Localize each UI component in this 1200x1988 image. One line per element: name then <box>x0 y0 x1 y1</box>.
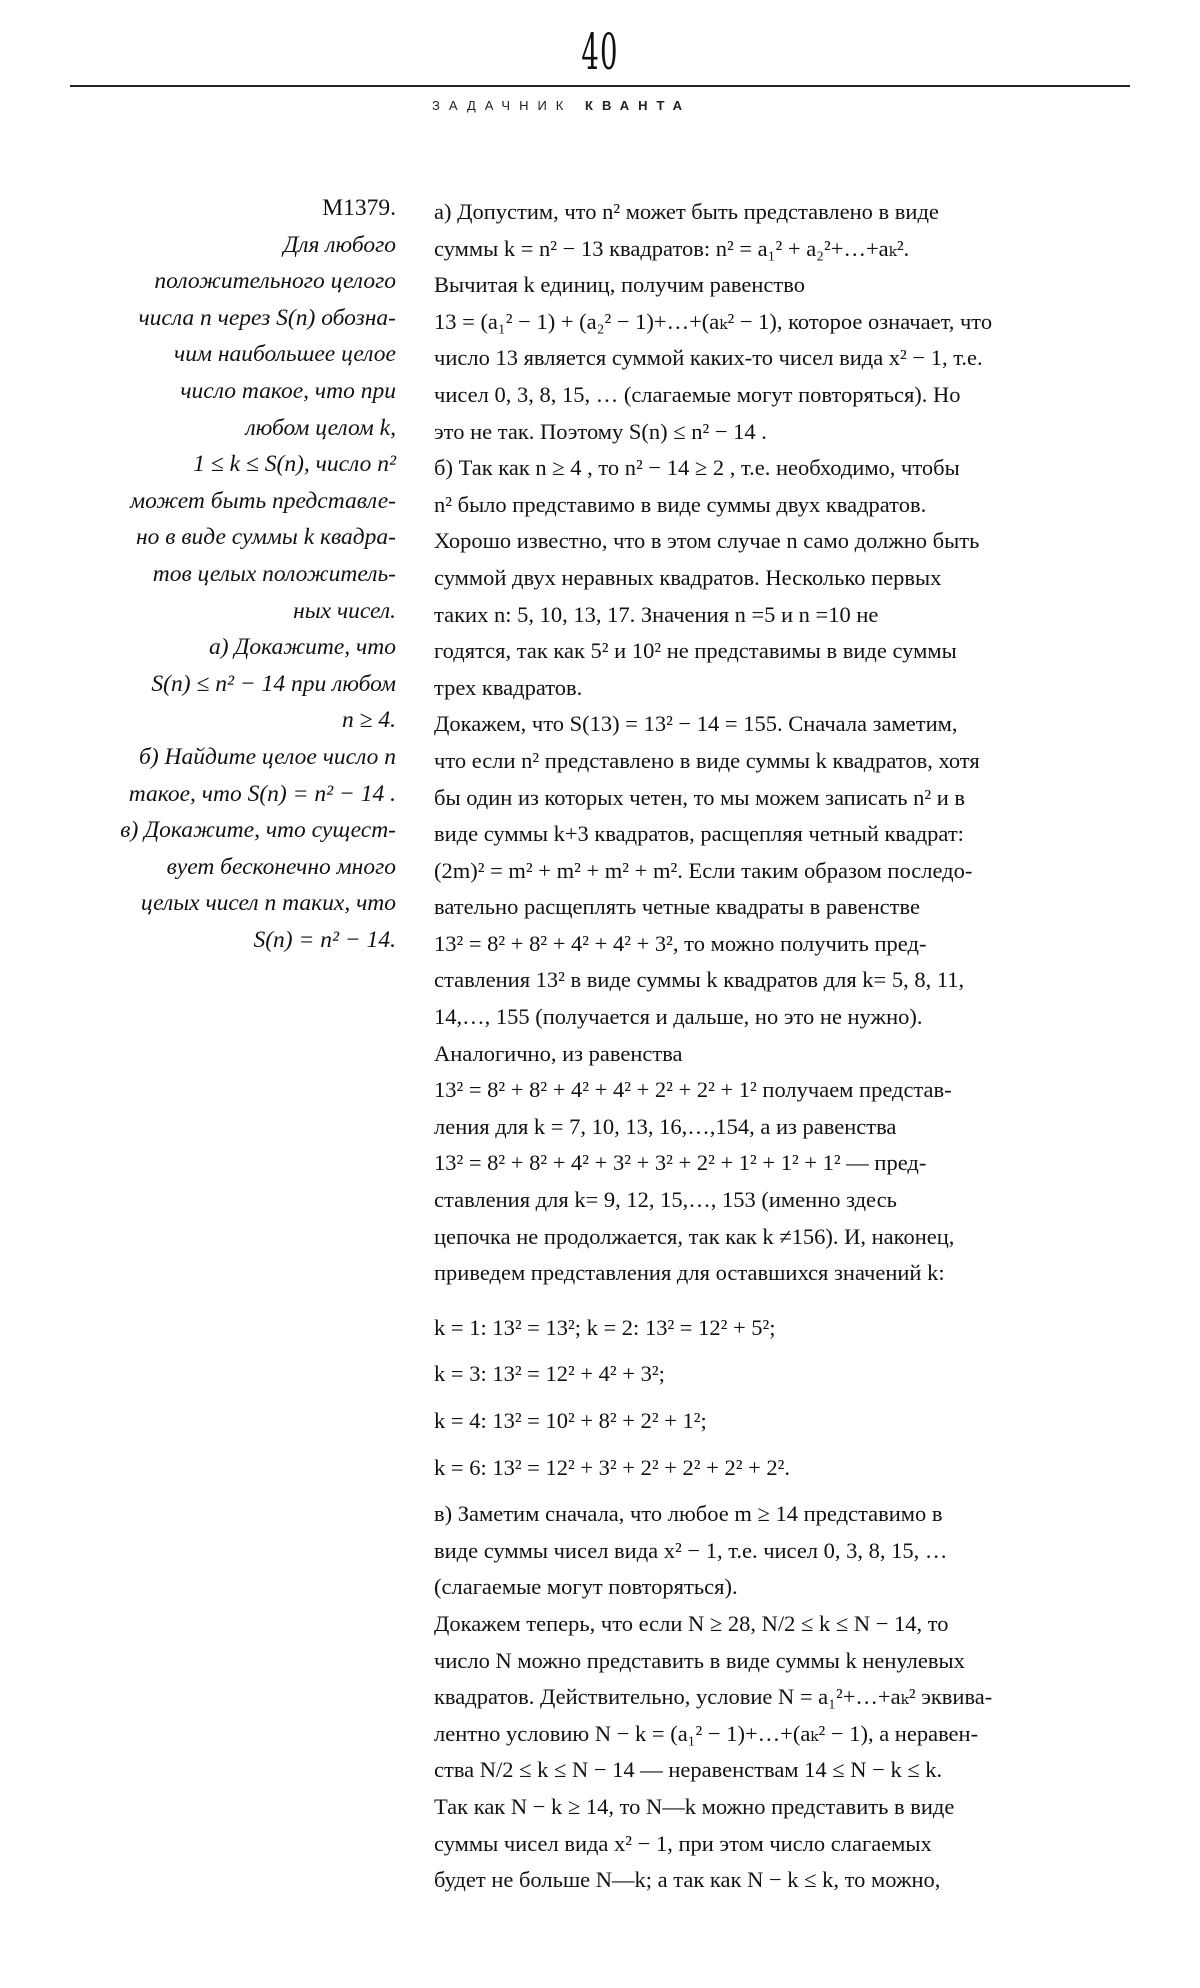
text-line: квадратов. Действительно, условие N = a₁²+…+aₖ² эквива- <box>434 1684 993 1710</box>
text-line: суммы чисел вида x² − 1, при этом число слагаемых <box>434 1830 932 1856</box>
text-line: 14,…, 155 (получается и дальше, но это не нужно). <box>434 1004 923 1030</box>
text-line: такое, что S(n) = n² − 14 . <box>128 780 396 807</box>
text-line: 13² = 8² + 8² + 4² + 4² + 2² + 2² + 1² получаем представ- <box>434 1077 952 1103</box>
text-line: ства N/2 ≤ k ≤ N − 14 — неравенствам 14 ≤ N − k ≤ k. <box>434 1757 943 1783</box>
text-line: суммы k = n² − 13 квадратов: n² = a₁² + a₂²+…+aₖ². <box>434 235 910 261</box>
problem-statement <box>64 190 396 958</box>
text-line: число N можно представить в виде суммы k ненулевых <box>434 1647 965 1673</box>
text-line: Вычитая k единиц, получим равенство <box>434 272 805 298</box>
solution-text <box>434 194 1134 1899</box>
text-line: но в виде суммы k квадра- <box>136 524 396 551</box>
text-line: 13² = 8² + 8² + 4² + 4² + 3², то можно получить пред- <box>434 930 927 956</box>
text-line: k = 1: 13² = 13²; k = 2: 13² = 12² + 5²; <box>434 1314 776 1340</box>
text-line: тов целых положитель- <box>152 560 396 587</box>
text-line: число такое, что при <box>180 377 396 404</box>
text-line: Хорошо известно, что в этом случае n само должно быть <box>434 528 980 554</box>
text-line: k = 3: 13² = 12² + 4² + 3²; <box>434 1361 665 1387</box>
text-line: бы один из которых четен, то мы можем записать n² и в <box>434 784 966 810</box>
text-line: ления для k = 7, 10, 13, 16,…,154, а из равенства <box>434 1113 897 1139</box>
text-line: число 13 является суммой каких-то чисел вида x² − 1, т.е. <box>434 345 983 371</box>
text-line: k = 6: 13² = 12² + 3² + 2² + 2² + 2² + 2². <box>434 1454 791 1480</box>
text-line: n² было представимо в виде суммы двух квадратов. <box>434 491 927 517</box>
text-line: виде суммы k+3 квадратов, расщепляя четный квадрат: <box>434 821 964 847</box>
text-line: годятся, так как 5² и 10² не представимы в виде суммы <box>434 638 957 664</box>
text-line: б) Так как n ≥ 4 , то n² − 14 ≥ 2 , т.е. необходимо, чтобы <box>434 455 960 481</box>
text-line: приведем представления для оставшихся значений k: <box>434 1260 945 1286</box>
text-line: таких n: 5, 10, 13, 17. Значения n =5 и n =10 не <box>434 601 879 627</box>
text-line: S(n) = n² − 14. <box>253 926 396 953</box>
header-rule <box>70 85 1130 87</box>
text-line: вательно расщеплять четные квадраты в равенстве <box>434 894 920 920</box>
text-line: что если n² представлено в виде суммы k квадратов, хотя <box>434 747 980 773</box>
text-line: может быть представле- <box>130 487 396 514</box>
running-head-plain: ЗАДАЧНИК <box>432 98 573 113</box>
text-line: а) Допустим, что n² может быть представлено в виде <box>434 199 939 224</box>
text-line: положительного целого <box>154 268 396 295</box>
text-line: (2m)² = m² + m² + m² + m². Если таким образом последо- <box>434 857 973 883</box>
text-line: виде суммы чисел вида x² − 1, т.е. чисел 0, 3, 8, 15, … <box>434 1537 948 1563</box>
text-line: 13 = (a₁² − 1) + (a₂² − 1)+…+(aₖ² − 1), которое означает, что <box>434 308 993 334</box>
text-line: трех квадратов. <box>434 674 583 700</box>
solution-part-a <box>434 194 1134 450</box>
running-head-bold: КВАНТА <box>585 98 691 113</box>
text-line: это не так. Поэтому S(n) ≤ n² − 14 . <box>434 418 767 444</box>
problem-statement-lines <box>64 227 396 959</box>
text-line: суммой двух неравных квадратов. Несколько первых <box>434 564 942 590</box>
text-line: ставления для k= 9, 12, 15,…, 153 (именно здесь <box>434 1187 897 1213</box>
solution-equations <box>434 1310 1134 1486</box>
text-line: Так как N − k ≥ 14, то N—k можно представить в виде <box>434 1793 955 1819</box>
text-line: целых чисел n таких, что <box>140 890 396 917</box>
text-line: в) Заметим сначала, что любое m ≥ 14 представимо в <box>434 1501 943 1527</box>
text-line: в) Докажите, что сущест- <box>120 817 396 844</box>
text-line: ных чисел. <box>293 597 396 624</box>
text-line: n ≥ 4. <box>341 707 396 734</box>
text-line: S(n) ≤ n² − 14 при любом <box>151 670 396 697</box>
solution-part-c <box>434 1496 1134 1899</box>
problem-code: М1379. <box>322 195 396 221</box>
text-line: цепочка не продолжается, так как k ≠156). И, наконец, <box>434 1223 955 1249</box>
text-line: 1 ≤ k ≤ S(n), число n² <box>193 451 396 478</box>
text-line: Для любого <box>283 231 396 258</box>
text-line: 13² = 8² + 8² + 4² + 3² + 3² + 2² + 1² + 1² + 1² — пред- <box>434 1150 927 1176</box>
text-line: (слагаемые могут повторяться). <box>434 1574 738 1600</box>
text-line: Докажем теперь, что если N ≥ 28, N/2 ≤ k ≤ N − 14, то <box>434 1610 949 1636</box>
text-line: будет не больше N—k; а так как N − k ≤ k, то можно, <box>434 1867 941 1893</box>
text-line: а) Докажите, что <box>208 634 396 661</box>
text-line: лентно условию N − k = (a₁² − 1)+…+(aₖ² − 1), а неравен- <box>434 1720 979 1746</box>
page-number: 40 <box>581 23 619 81</box>
text-line: чим наибольшее целое <box>174 341 396 368</box>
text-line: вует бесконечно много <box>166 853 396 880</box>
text-line: любом целом k, <box>245 414 396 441</box>
solution-part-b <box>434 450 1134 1292</box>
text-line: Аналогично, из равенства <box>434 1040 683 1066</box>
text-line: ставления 13² в виде суммы k квадратов для k= 5, 8, 11, <box>434 967 965 993</box>
text-line: б) Найдите целое число n <box>139 743 396 770</box>
running-head <box>432 98 691 113</box>
text-line: чисел 0, 3, 8, 15, … (слагаемые могут повторяться). Но <box>434 381 961 407</box>
text-line: числа n через S(n) обозна- <box>138 304 396 331</box>
text-line: k = 4: 13² = 10² + 8² + 2² + 1²; <box>434 1408 707 1433</box>
text-line: Докажем, что S(13) = 13² − 14 = 155. Сначала заметим, <box>434 711 958 737</box>
